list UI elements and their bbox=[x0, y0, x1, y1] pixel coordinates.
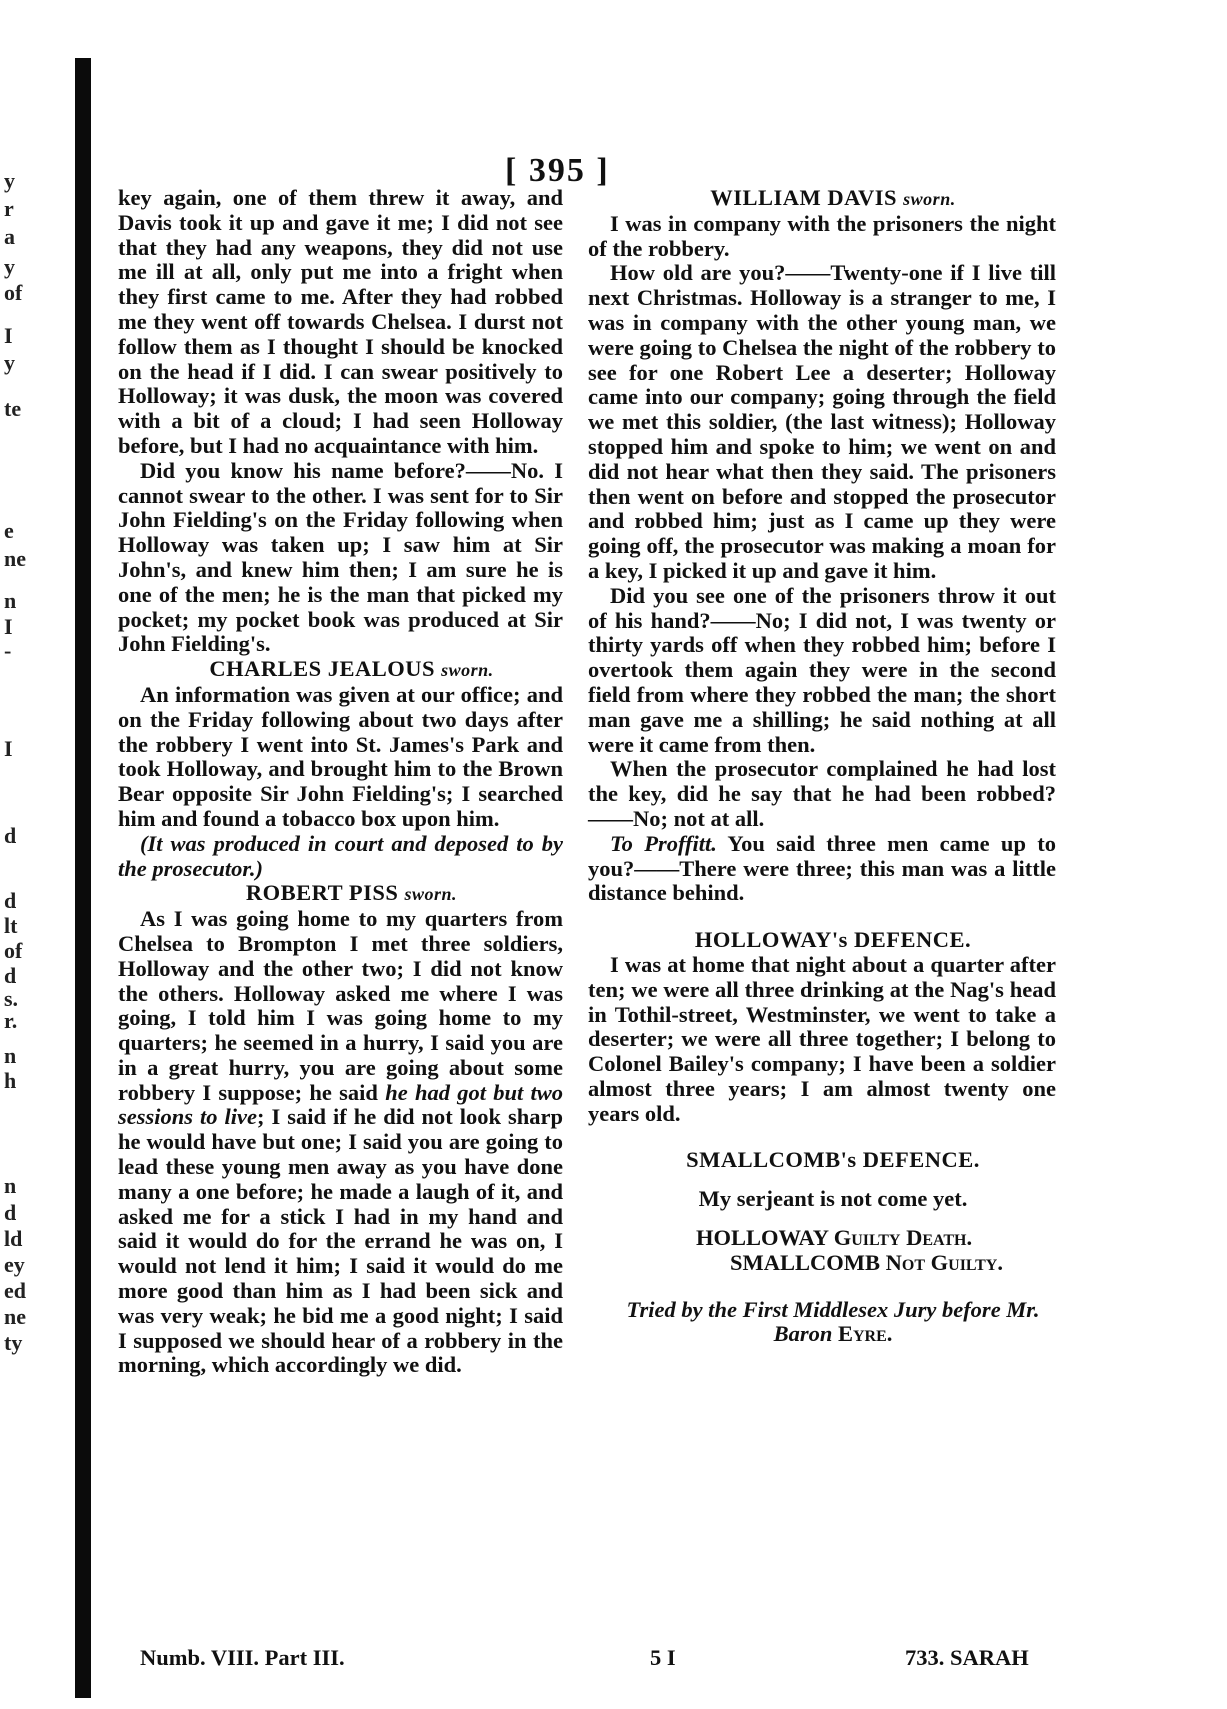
text-run: As I was going home to my quarters from Chelsea to Brompton I met three soldiers, Holloway and the other two; I did not know the others. Holloway asked me where I was going, I told him I was going home to my quarters; he seemed in a hurry, I said you are in a great hurry, you are going about some robbery I suppose; he said bbox=[118, 906, 563, 1105]
margin-fragment: y bbox=[4, 254, 15, 279]
verdict-smallcomb bbox=[588, 1251, 1056, 1276]
verdict-text: Not Guilty. bbox=[885, 1249, 1003, 1275]
margin-fragment: of bbox=[4, 938, 23, 963]
right-paragraph-1: I was in company with the prisoners the night of the robbery. bbox=[588, 210, 1056, 261]
binding-shadow bbox=[75, 58, 91, 1698]
margin-fragment: h bbox=[4, 1068, 17, 1093]
margin-fragment: n bbox=[4, 1173, 17, 1198]
heading-robert-piss bbox=[118, 881, 563, 907]
right-paragraph-3: Did you see one of the prisoners throw it out of his hand?——No; I did not, I was twenty or thirty yards off when they robbed him; before I overtook them again they were in the second field from where they robbed the man; the short man gave me a shilling; he said nothing at all were it came from then. bbox=[588, 582, 1056, 757]
margin-fragment: ne bbox=[4, 1304, 26, 1329]
heading-charles-jealous bbox=[118, 657, 563, 683]
left-paragraph-5 bbox=[118, 907, 563, 1378]
heading-name: WILLIAM DAVIS bbox=[710, 185, 898, 210]
margin-fragment: n bbox=[4, 1043, 17, 1068]
text-run: ; I said if he did not look sharp he would have but one; I said you are going to lead these young men away as you have done many a one before; he made a laugh of it, and asked me for a stick I had in my hand and said it would do for the errand he was on, I would not lend it him; I said it would do me more good than him as I had been sick and was very weak; he bid me a good night; I said I supposed we should hear of a robbery in the morning, which accordingly we did. bbox=[118, 1104, 563, 1378]
right-paragraph-7: My serjeant is not come yet. bbox=[698, 1186, 968, 1212]
margin-fragment: I bbox=[4, 323, 13, 348]
margin-fragment: te bbox=[4, 396, 22, 421]
heading-smallcomb-defence: SMALLCOMB's DEFENCE. bbox=[686, 1147, 980, 1173]
page-number: [ 395 ] bbox=[505, 152, 610, 189]
margin-fragment: n bbox=[4, 588, 17, 613]
margin-fragment: of bbox=[4, 280, 23, 305]
margin-fragment: d bbox=[4, 823, 17, 848]
left-column bbox=[118, 186, 563, 1378]
margin-fragment: r. bbox=[4, 1008, 18, 1033]
right-paragraph-6: I was at home that night about a quarter after ten; we were all three drinking at the Nag's head in Tothil-street, Westminster, we went to take a deserter; we were all three together; I belong to Colonel Bailey's company; I have been a soldier almost three years; I am almost twenty one years old. bbox=[588, 951, 1056, 1126]
footer-signature: 5 I bbox=[650, 1645, 676, 1670]
text-run: You said three men came up to you?——There were three; this man was a little distance behind. bbox=[588, 830, 1056, 906]
judge-name: Eyre. bbox=[837, 1321, 893, 1347]
margin-fragment: ty bbox=[4, 1330, 23, 1355]
margin-fragment: ld bbox=[4, 1226, 23, 1251]
margin-fragment: I bbox=[4, 614, 13, 639]
margin-fragment: ne bbox=[4, 546, 26, 571]
heading-william-davis bbox=[588, 186, 1056, 212]
heading-sworn: sworn. bbox=[404, 884, 458, 905]
margin-fragment: d bbox=[4, 1200, 17, 1225]
left-paragraph-1: key again, one of them threw it away, and Davis took it up and gave it me; I did not see that they had any weapons, they did not use me ill at all, only put me into a fright when they first came to me. After they had robbed me they went off towards Chelsea. I durst not follow them as I thought I should be knocked on the head if I did. I can swear positively to Holloway; it was dusk, the moon was covered with a bit of a cloud; I had seen Holloway before, but I had no acquaintance with him. bbox=[118, 185, 563, 458]
margin-fragment: y bbox=[4, 350, 15, 375]
left-paragraph-2: Did you know his name before?——No. I cannot swear to the other. I was sent for to Sir John Fielding's on the Friday following when Holloway was taken up; I saw him at Sir John's, and knew him then; I am sure he is one of the men; he is the man that picked my pocket; my pocket book was produced at Sir John Fielding's. bbox=[118, 457, 563, 657]
right-paragraph-5 bbox=[588, 832, 1056, 906]
margin-fragment: lt bbox=[4, 913, 18, 938]
tried-line-2 bbox=[588, 1322, 1056, 1347]
footer-number-part: Numb. VIII. Part III. bbox=[140, 1645, 345, 1670]
margin-fragment: I bbox=[4, 736, 13, 761]
margin-fragment: d bbox=[4, 888, 17, 913]
italic-run: To Proffitt. bbox=[610, 830, 717, 856]
left-paragraph-3: An information was given at our office; and on the Friday following about two days after the robbery I went into St. James's Park and took Holloway, and brought him to the Brown Bear opposite Sir John Fielding's; I searched him and found a tobacco box upon him. bbox=[118, 681, 563, 831]
italic-run: he had got but two sessions to live bbox=[118, 1079, 564, 1130]
heading-sworn: sworn. bbox=[903, 189, 956, 209]
margin-fragment: s. bbox=[4, 986, 19, 1011]
margin-fragment: e bbox=[4, 518, 14, 543]
verdict-holloway bbox=[588, 1226, 1056, 1251]
margin-fragment: d bbox=[4, 963, 17, 988]
margin-fragment: - bbox=[4, 638, 12, 663]
heading-name: ROBERT PISS bbox=[245, 880, 399, 906]
verdict-name: HOLLOWAY bbox=[696, 1225, 829, 1251]
heading-name: CHARLES JEALOUS bbox=[209, 656, 436, 682]
right-paragraph-4: When the prosecutor complained he had lost the key, did he say that he had been robbed?——No; not at all. bbox=[588, 756, 1056, 831]
left-paragraph-4: (It was produced in court and deposed to by the prosecutor.) bbox=[118, 830, 563, 881]
verdict-text: Guilty Death. bbox=[833, 1225, 973, 1251]
margin-fragment: a bbox=[4, 224, 15, 249]
verdict-name: SMALLCOMB bbox=[730, 1249, 881, 1275]
footer-catchword: 733. SARAH bbox=[905, 1645, 1029, 1670]
margin-fragment: y bbox=[4, 168, 15, 193]
heading-holloway-defence: HOLLOWAY's DEFENCE. bbox=[694, 927, 972, 953]
margin-fragment: ed bbox=[4, 1278, 26, 1303]
heading-sworn: sworn. bbox=[441, 660, 494, 681]
right-paragraph-2: How old are you?——Twenty-one if I live till next Christmas. Holloway is a stranger to me, I was in company with the other young man, we were going to Chelsea the night of the robbery to see for one Robert Lee a deserter; Holloway came into our company; going through the field we met this soldier, (the last witness); Holloway stopped him and spoke to him; we went on and did not hear what then they said. The prisoners then went on before and stopped the prosecutor and robbed him; just as I came up they were going off, the prosecutor was making a moan for a key, I picked it up and gave it him. bbox=[588, 260, 1056, 583]
italic-run: Baron bbox=[773, 1321, 833, 1347]
tried-line-1: Tried by the First Middlesex Jury before Mr. bbox=[626, 1296, 1040, 1322]
margin-fragment: ey bbox=[4, 1252, 25, 1277]
margin-fragment: r bbox=[4, 196, 14, 221]
right-column bbox=[588, 186, 1056, 1347]
